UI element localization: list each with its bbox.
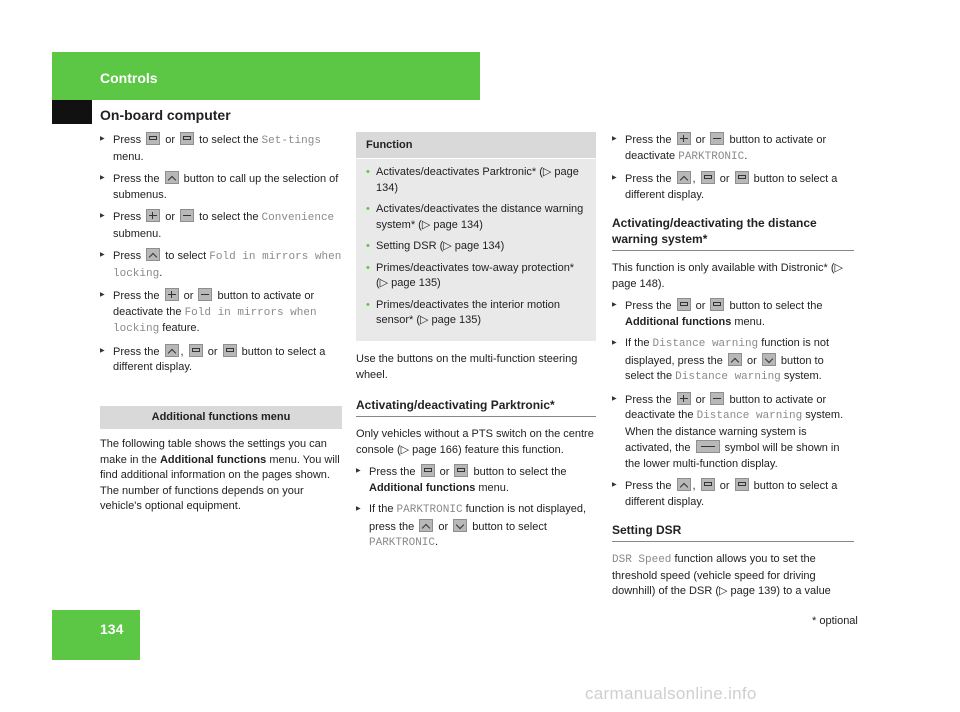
plus-button-icon	[165, 288, 179, 301]
plus-button-icon	[677, 132, 691, 145]
up-arrow-button-icon	[146, 248, 160, 261]
display-button-icon	[421, 464, 435, 477]
display-text-fold-mirrors: Fold in mirrors when locking	[113, 251, 342, 280]
plus-button-icon	[146, 209, 160, 222]
distance-warning-intro: This function is only available with Distronic* (▷ page 148).	[612, 262, 843, 290]
chapter-title: On-board computer	[100, 107, 231, 123]
minus-button-icon	[710, 392, 724, 405]
display-text-convenience: Convenience	[261, 212, 335, 224]
watermark: carmanualsonline.info	[585, 684, 757, 703]
step-select-settings: ▶ Press or to select the Set-tings menu.	[100, 132, 342, 165]
step-select-distance-warning: ▶ If the Distance warning function is not displayed, press the or button to select the Distance warning system.	[612, 336, 854, 386]
display-text-settings: Set-tings	[261, 135, 321, 147]
display-button-icon	[454, 464, 468, 477]
step-select-additional-functions: ▶ Press the or button to select the Additional functions menu.	[356, 464, 596, 496]
page-number: 134	[100, 621, 124, 637]
page-number-box	[52, 610, 140, 660]
additional-functions-intro: The following table shows the settings you can make in the Additional functions menu. You will find additional information on the pages shown. The number of functions depends on your vehicle's optional equipment.	[100, 438, 340, 512]
up-arrow-button-icon	[165, 171, 179, 184]
table-row: • Primes/deactivates tow-away protection* (▷ page 135)	[366, 261, 586, 292]
step-select-parktronic: ▶ If the PARKTRONIC function is not displayed, press the or button to select PARKTRONIC.	[356, 502, 596, 552]
minus-button-icon	[710, 132, 724, 145]
up-arrow-button-icon	[419, 519, 433, 532]
table-row: • Activates/deactivates the distance warning system* (▷ page 134)	[366, 202, 586, 233]
minus-button-icon	[180, 209, 194, 222]
display-text-dsr-speed: DSR Speed	[612, 554, 672, 566]
step-select-fold-mirrors: ▶ Press to select Fold in mirrors when locking.	[100, 248, 342, 282]
function-table-header: Function	[356, 132, 596, 159]
display-text-parktronic: PARKTRONIC	[369, 537, 436, 549]
step-select-different-display: ▶ Press the , or button to select a different display.	[612, 171, 854, 203]
display-button-icon	[735, 171, 749, 184]
column-middle	[356, 352, 596, 558]
parktronic-intro: Only vehicles without a PTS switch on the centre console (▷ page 166) feature this function.	[356, 428, 594, 456]
step-toggle-parktronic: ▶ Press the or button to activate or deactivate PARKTRONIC.	[612, 132, 854, 165]
setting-dsr-heading: Setting DSR	[612, 522, 854, 542]
display-button-icon	[677, 298, 691, 311]
step-select-additional-functions: ▶ Press the or button to select the Additional functions menu.	[612, 298, 854, 330]
display-text-fold-mirrors-feature: Fold in mirrors when locking	[113, 306, 317, 335]
display-button-icon	[223, 344, 237, 357]
down-arrow-button-icon	[762, 353, 776, 366]
table-row: • Setting DSR (▷ page 134)	[366, 239, 586, 255]
section-title: Controls	[100, 70, 158, 86]
step-select-different-display: ▶ Press the , or button to select a different display.	[612, 478, 854, 510]
minus-button-icon	[198, 288, 212, 301]
additional-functions-heading: Additional functions menu	[100, 406, 342, 430]
function-table-body	[356, 159, 596, 341]
step-toggle-fold-mirrors: ▶ Press the or button to activate or deactivate the Fold in mirrors when locking feature.	[100, 288, 342, 338]
column-right	[612, 132, 854, 606]
display-text-distance-warning: Distance warning	[652, 338, 759, 350]
display-text-distance-warning: Distance warning	[675, 371, 781, 383]
up-arrow-button-icon	[728, 353, 742, 366]
step-select-different-display: ▶ Press the , or button to select a different display.	[100, 344, 342, 376]
table-row: • Primes/deactivates the interior motion sensor* (▷ page 135)	[366, 298, 586, 329]
setting-dsr-text: DSR Speed function allows you to set the threshold speed (vehicle speed for driving downhill) of the DSR (▷ page 139) to a value	[612, 553, 831, 597]
footnote-optional: * optional	[812, 615, 858, 627]
display-button-icon	[735, 478, 749, 491]
distance-warning-symbol-icon	[696, 440, 720, 453]
display-button-icon	[189, 344, 203, 357]
display-button-icon	[146, 132, 160, 145]
display-text-parktronic: PARKTRONIC	[678, 150, 745, 163]
column-left	[100, 132, 342, 521]
step-call-submenus: ▶ Press the button to call up the selection of submenus.	[100, 171, 342, 203]
plus-button-icon	[677, 392, 691, 405]
display-button-icon	[710, 298, 724, 311]
up-arrow-button-icon	[677, 478, 691, 491]
use-buttons-note: Use the buttons on the multi-function steering wheel.	[356, 353, 578, 381]
display-button-icon	[701, 171, 715, 184]
up-arrow-button-icon	[677, 171, 691, 184]
up-arrow-button-icon	[165, 344, 179, 357]
down-arrow-button-icon	[453, 519, 467, 532]
function-table	[356, 132, 596, 341]
step-toggle-distance-warning: ▶ Press the or button to activate or deactivate the Distance warning system. When the distance warning system is activated, the symbol will be shown in the lower multi-function display.	[612, 392, 854, 473]
display-text-parktronic: PARKTRONIC	[396, 504, 463, 516]
table-row: • Activates/deactivates Parktronic* (▷ page 134)	[366, 165, 586, 196]
distance-warning-heading: Activating/deactivating the distance warning system*	[612, 215, 854, 251]
header-marker	[52, 100, 92, 124]
display-button-icon	[180, 132, 194, 145]
step-select-convenience: ▶ Press or to select the Convenience submenu.	[100, 209, 342, 242]
parktronic-heading: Activating/deactivating Parktronic*	[356, 397, 596, 417]
display-button-icon	[701, 478, 715, 491]
display-text-distance-warning: Distance warning	[696, 410, 803, 422]
